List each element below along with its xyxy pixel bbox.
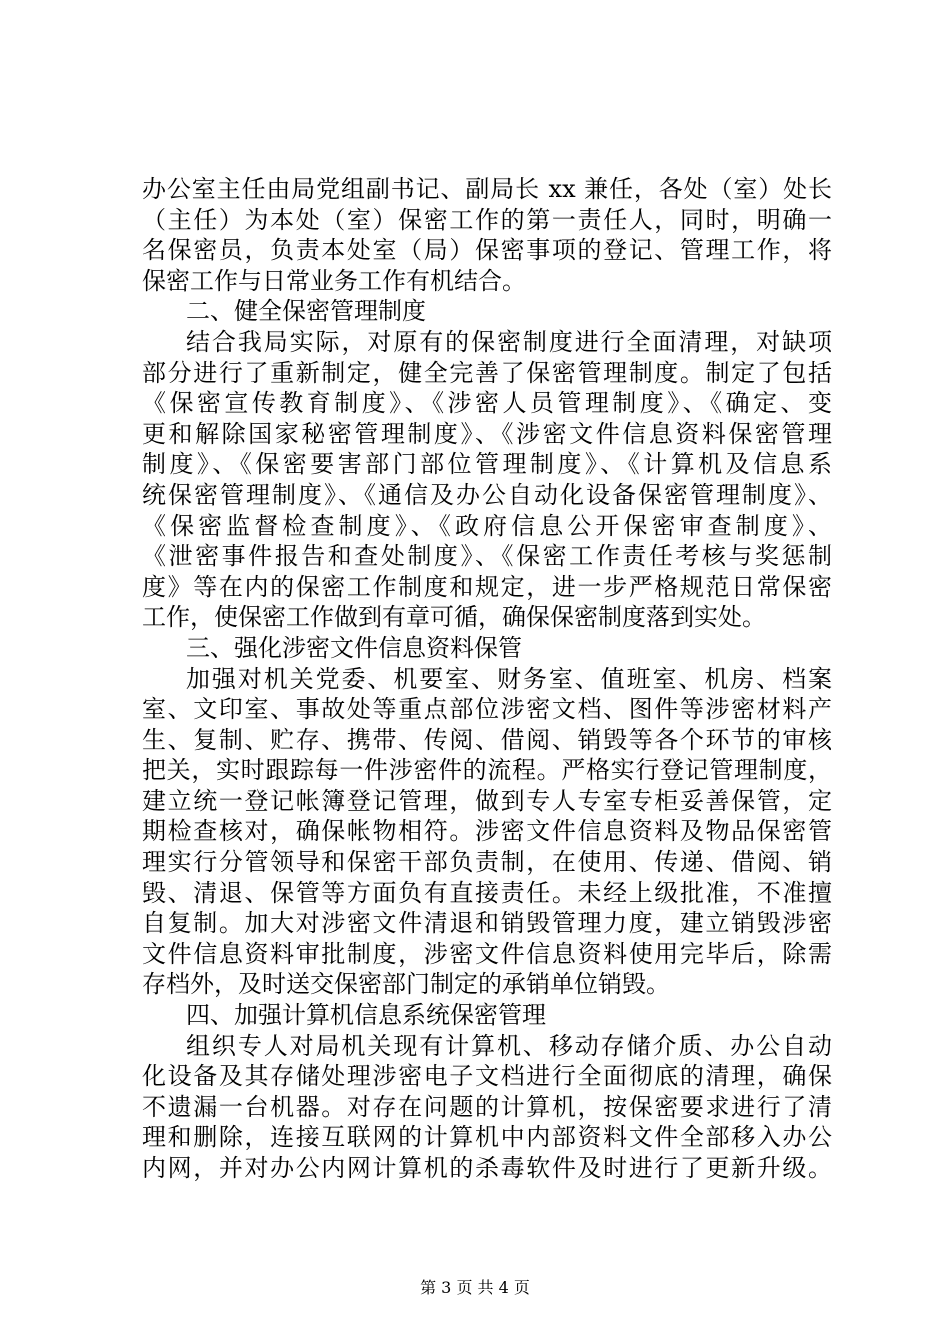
text-line: 《保密宣传教育制度》、《涉密人员管理制度》、《确定、变 [142,389,832,418]
text-line: 内网，并对办公内网计算机的杀毒软件及时进行了更新升级。 [142,1154,832,1182]
text-line: 存档外，及时送交保密部门制定的承销单位销毁。 [142,970,670,999]
text-line: 《泄密事件报告和查处制度》、《保密工作责任考核与奖惩制 [142,542,832,571]
page-footer: 第 3 页 共 4 页 [420,1278,530,1297]
text-line: 工作，使保密工作做到有章可循，确保保密制度落到实处。 [142,603,766,632]
document-body [142,174,832,1184]
text-line: 二、健全保密管理制度 [186,297,426,326]
text-line: 保密工作与日常业务工作有机结合。 [142,266,526,295]
text-line: 结合我局实际，对原有的保密制度进行全面清理，对缺项 [186,327,832,356]
text-line: （主任）为本处（室）保密工作的第一责任人，同时，明确一 [142,205,832,234]
text-line: 组织专人对局机关现有计算机、移动存储介质、办公自动 [186,1031,832,1060]
text-line: 理实行分管领导和保密干部负责制，在使用、传递、借阅、销 [142,848,832,877]
text-line: 化设备及其存储处理涉密电子文档进行全面彻底的清理，确保 [142,1062,832,1091]
text-line: 更和解除国家秘密管理制度》、《涉密文件信息资料保密管理 [142,419,832,448]
text-line: 不遗漏一台机器。对存在问题的计算机，按保密要求进行了清 [142,1092,832,1121]
text-line: 自复制。加大对涉密文件清退和销毁管理力度，建立销毁涉密 [142,909,832,938]
text-line: 部分进行了重新制定，健全完善了保密管理制度。制定了包括 [142,358,832,387]
text-line: 建立统一登记帐簿登记管理，做到专人专室专柜妥善保管，定 [142,786,832,815]
text-line: 把关，实时跟踪每一件涉密件的流程。严格实行登记管理制度， [142,756,832,785]
text-line: 室、文印室、事故处等重点部位涉密文档、图件等涉密材料产 [142,695,832,724]
text-line: 统保密管理制度》、《通信及办公自动化设备保密管理制度》、 [142,480,832,509]
text-line: 《保密监督检查制度》、《政府信息公开保密审查制度》、 [142,511,832,540]
text-line: 理和删除，连接互联网的计算机中内部资料文件全部移入办公 [142,1123,832,1152]
text-line: 加强对机关党委、机要室、财务室、值班室、机房、档案 [186,664,832,693]
text-line: 三、强化涉密文件信息资料保管 [186,633,522,662]
text-line: 办公室主任由局党组副书记、副局长 xx 兼任，各处（室）处长 [142,175,832,203]
text-line: 期检查核对，确保帐物相符。涉密文件信息资料及物品保密管 [142,817,832,846]
text-line: 度》等在内的保密工作制度和规定，进一步严格规范日常保密 [142,572,832,601]
text-line: 制度》、《保密要害部门部位管理制度》、《计算机及信息系 [142,450,832,479]
text-line: 毁、清退、保管等方面负有直接责任。未经上级批准，不准擅 [142,878,832,907]
text-line: 名保密员，负责本处室（局）保密事项的登记、管理工作，将 [142,236,832,265]
text-line: 文件信息资料审批制度，涉密文件信息资料使用完毕后，除需 [142,939,832,968]
text-line: 生、复制、贮存、携带、传阅、借阅、销毁等各个环节的审核 [142,725,832,754]
text-line: 四、加强计算机信息系统保密管理 [186,1001,546,1030]
